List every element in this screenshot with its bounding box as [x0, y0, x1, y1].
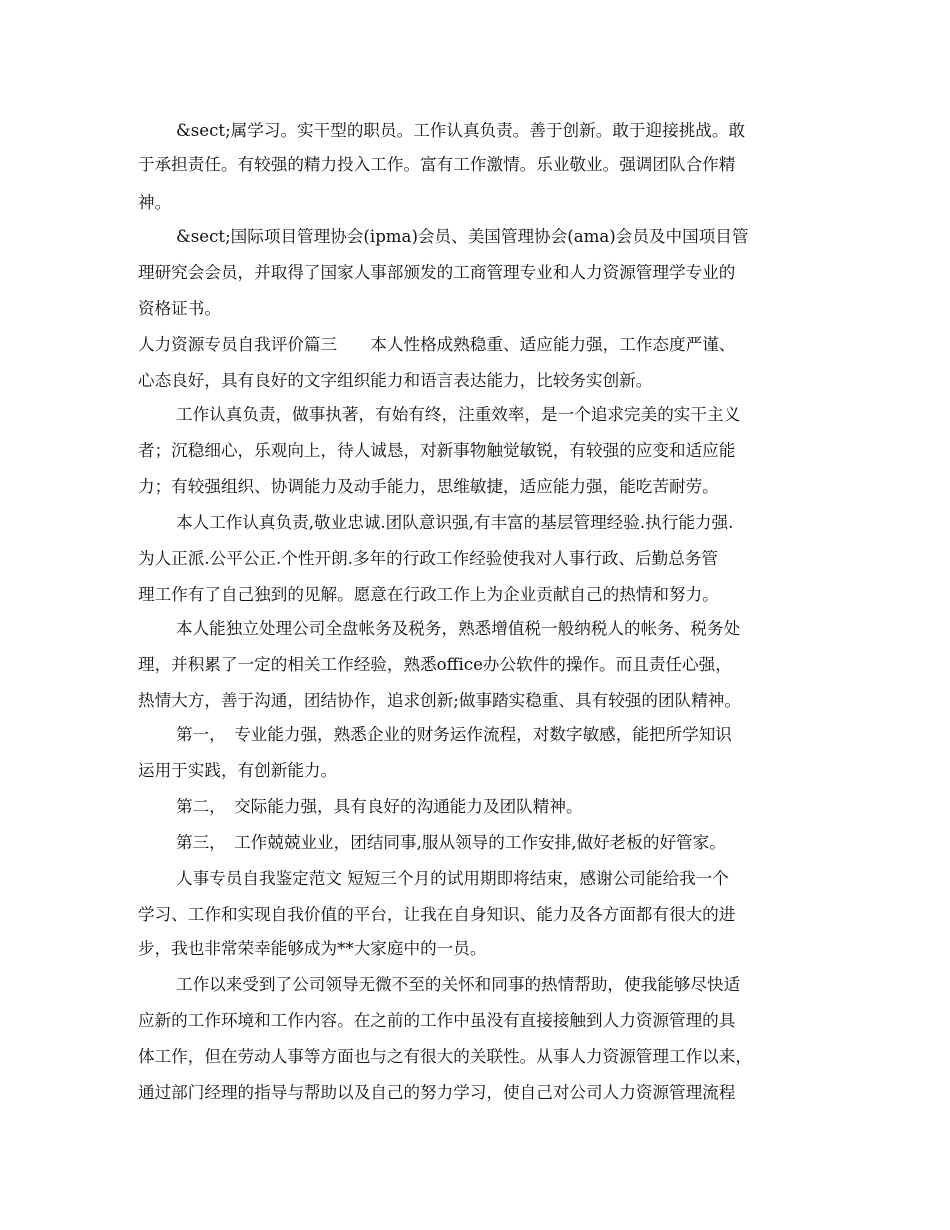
text-line: 第三， 工作兢兢业业，团结同事,服从领导的工作安排,做好老板的好管家。 — [176, 833, 726, 852]
text-line: 神。 — [138, 193, 172, 212]
text-line: 本人能独立处理公司全盘帐务及税务，熟悉增值税一般纳税人的帐务、税务处 — [176, 619, 741, 638]
text-line: 应新的工作环境和工作内容。在之前的工作中虽没有直接接触到人力资源管理的具 — [138, 1011, 736, 1030]
text-line: 于承担责任。有较强的精力投入工作。富有工作激情。乐业敬业。强调团队合作精 — [138, 155, 736, 174]
text-line: 为人正派.公平公正.个性开朗.多年的行政工作经验使我对人事行政、后勤总务管 — [138, 549, 719, 568]
text-line: 本人工作认真负责,敬业忠诚.团队意识强,有丰富的基层管理经验.执行能力强. — [176, 513, 734, 532]
text-line: 人事专员自我鉴定范文 短短三个月的试用期即将结束，感谢公司能给我一个 — [176, 869, 729, 888]
text-line: 工作认真负责，做事执著，有始有终，注重效率，是一个追求完美的实干主义 — [176, 405, 741, 424]
text-line: &sect;属学习。实干型的职员。工作认真负责。善于创新。敢于迎接挑战。敢 — [176, 121, 746, 140]
text-line: 理研究会会员，并取得了国家人事部颁发的工商管理专业和人力资源管理学专业的 — [138, 263, 736, 282]
text-line: 第一， 专业能力强，熟悉企业的财务运作流程，对数字敏感，能把所学知识 — [176, 725, 732, 744]
text-line: 理，并积累了一定的相关工作经验，熟悉office办公软件的操作。而且责任心强， — [138, 655, 732, 674]
text-line: 心态良好，具有良好的文字组织能力和语言表达能力，比较务实创新。 — [138, 371, 653, 390]
section-heading-line: 人力资源专员自我评价篇三 本人性格成熟稳重、适应能力强，工作态度严谨、 — [138, 335, 736, 354]
text-line: 力；有较强组织、协调能力及动手能力，思维敏捷，适应能力强，能吃苦耐劳。 — [138, 477, 719, 496]
text-line: 通过部门经理的指导与帮助以及自己的努力学习，使自己对公司人力资源管理流程 — [138, 1083, 736, 1102]
text-line: 者；沉稳细心，乐观向上，待人诚恳，对新事物触觉敏锐，有较强的应变和适应能 — [138, 441, 736, 460]
text-line: 理工作有了自己独到的见解。愿意在行政工作上为企业贡献自己的热情和努力。 — [138, 585, 719, 604]
text-line: 第二， 交际能力强，具有良好的沟通能力及团队精神。 — [176, 797, 583, 816]
text-line: 运用于实践，有创新能力。 — [138, 761, 338, 780]
text-line: 体工作，但在劳动人事等方面也与之有很大的关联性。从事人力资源管理工作以来， — [138, 1047, 752, 1066]
text-line: 资格证书。 — [138, 299, 221, 318]
text-line: 工作以来受到了公司领导无微不至的关怀和同事的热情帮助，使我能够尽快适 — [176, 975, 741, 994]
text-line: 热情大方，善于沟通，团结协作，追求创新;做事踏实稳重、具有较强的团队精神。 — [138, 691, 741, 710]
text-line: 学习、工作和实现自我价值的平台，让我在自身知识、能力及各方面都有很大的进 — [138, 905, 736, 924]
text-line: &sect;国际项目管理协会(ipma)会员、美国管理协会(ama)会员及中国项目管 — [176, 227, 749, 246]
text-line: 步，我也非常荣幸能够成为**大家庭中的一员。 — [138, 939, 487, 958]
